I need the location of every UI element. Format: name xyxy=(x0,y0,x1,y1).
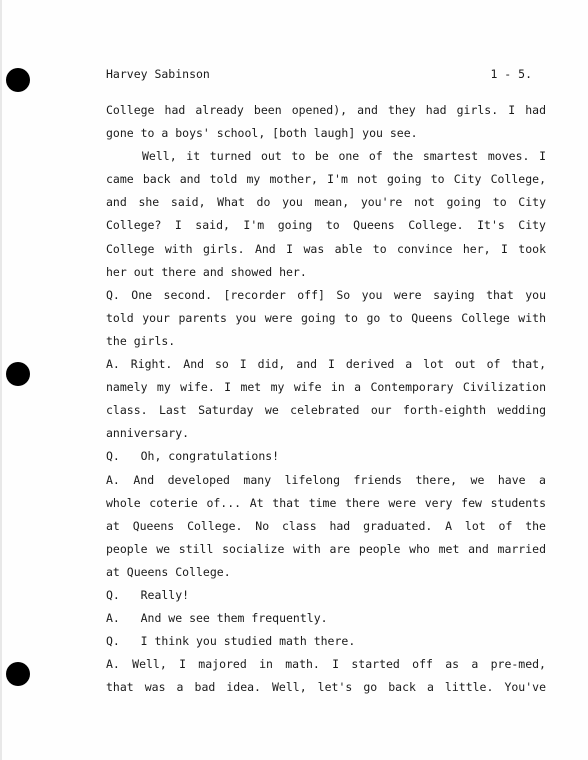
page-left-edge xyxy=(0,0,2,760)
punch-hole xyxy=(6,662,30,686)
transcript-line: came back and told my mother, I'm not going to City College, xyxy=(106,172,546,187)
transcript-line: A. And developed many lifelong friends there, we have a xyxy=(106,472,546,487)
transcript-line: A. And we see them frequently. xyxy=(106,611,328,626)
page-number: 1 - 5. xyxy=(490,67,532,81)
transcript-line: told your parents you were going to go to Queens College with xyxy=(106,310,546,325)
transcript-line: class. Last Saturday we celebrated our forth-eighth wedding xyxy=(106,403,546,418)
transcript-body xyxy=(106,99,546,699)
transcript-line: at Queens College. No class had graduated. A lot of the xyxy=(106,518,546,533)
transcript-line: Q. Really! xyxy=(106,587,190,602)
transcript-line: College? I said, I'm going to Queens College. It's City xyxy=(106,218,546,233)
transcript-line: the girls. xyxy=(106,333,176,348)
transcript-line: anniversary. xyxy=(106,426,190,441)
transcript-line: at Queens College. xyxy=(106,564,231,579)
transcript-line: Well, it turned out to be one of the smartest moves. I xyxy=(142,149,546,164)
transcript-line: that was a bad idea. Well, let's go back a little. You've xyxy=(106,680,546,695)
punch-hole xyxy=(6,68,30,92)
transcript-line: A. Right. And so I did, and I derived a lot out of that, xyxy=(106,357,546,372)
transcript-line: her out there and showed her. xyxy=(106,264,307,279)
transcript-line: A. Well, I majored in math. I started off as a pre-med, xyxy=(106,657,546,672)
transcript-line: namely my wife. I met my wife in a Contemporary Civilization xyxy=(106,380,546,395)
transcript-line: Q. I think you studied math there. xyxy=(106,634,356,649)
transcript-line: Q. One second. [recorder off] So you were saying that you xyxy=(106,287,546,302)
transcript-line: and she said, What do you mean, you're not going to City xyxy=(106,195,546,210)
page-header xyxy=(106,67,532,81)
transcript-line: people we still socialize with are people who met and married xyxy=(106,541,546,556)
punch-hole xyxy=(6,362,30,386)
transcript-line: College with girls. And I was able to convince her, I took xyxy=(106,241,546,256)
transcript-line: College had already been opened), and they had girls. I had xyxy=(106,103,546,117)
transcript-line: Q. Oh, congratulations! xyxy=(106,449,280,464)
transcript-line: whole coterie of... At that time there were very few students xyxy=(106,495,546,510)
transcript-line: gone to a boys' school, [both laugh] you see. xyxy=(106,126,418,141)
interviewee-name: Harvey Sabinson xyxy=(106,67,210,81)
